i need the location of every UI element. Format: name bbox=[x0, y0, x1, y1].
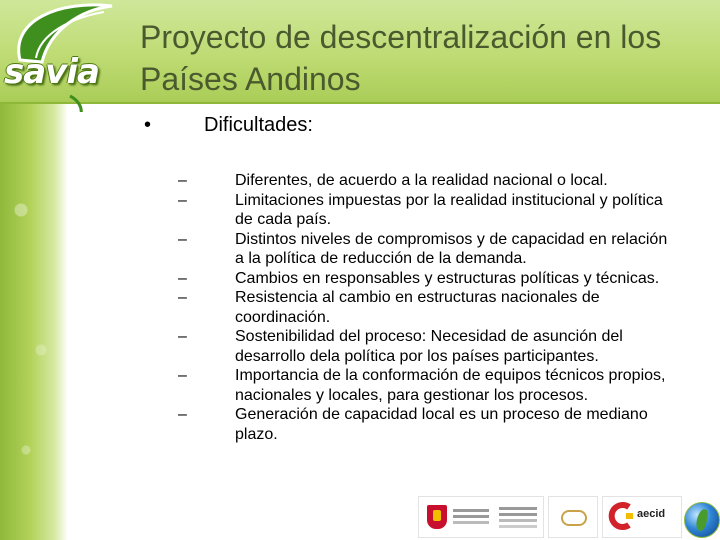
list-item bbox=[178, 230, 678, 269]
difficulties-list bbox=[178, 171, 678, 444]
list-dash: – bbox=[178, 172, 187, 189]
partner-logo bbox=[548, 496, 598, 538]
heading-text: Dificultades: bbox=[204, 114, 313, 136]
list-item-text: Distintos niveles de compromisos y de capacidad en relación a la política de reducción de la demanda. bbox=[235, 230, 668, 267]
list-item bbox=[178, 191, 678, 230]
logo-text: savia bbox=[4, 52, 99, 92]
list-item bbox=[178, 288, 678, 327]
list-item-text: Limitaciones impuestas por la realidad institucional y política de cada país. bbox=[235, 191, 663, 228]
savia-logo bbox=[0, 0, 132, 112]
partner-mark-icon bbox=[561, 510, 587, 526]
coat-of-arms-icon bbox=[427, 505, 447, 529]
list-dash: – bbox=[178, 191, 187, 209]
list-dash: – bbox=[178, 269, 187, 287]
list-item-text: Cambios en responsables y estructuras políticas y técnicas. bbox=[235, 269, 660, 287]
list-dash: – bbox=[178, 230, 187, 248]
footer-logos bbox=[418, 496, 680, 538]
list-dash: – bbox=[178, 367, 187, 384]
list-item bbox=[178, 171, 678, 191]
list-item-text: Sostenibilidad del proceso: Necesidad de asunción del desarrollo dela política por los países participantes. bbox=[235, 328, 623, 365]
spanish-government-logo bbox=[418, 496, 544, 538]
globe-icon bbox=[684, 502, 720, 538]
list-item-text: Importancia de la conformación de equipos técnicos propios, nacionales y locales, para gestionar los procesos. bbox=[235, 367, 666, 404]
list-item bbox=[178, 405, 678, 444]
logo-text-lines bbox=[499, 507, 537, 510]
list-dash: – bbox=[178, 289, 187, 306]
aecid-logo bbox=[602, 496, 682, 538]
list-item bbox=[178, 366, 678, 405]
list-item-text: Generación de capacidad local es un proceso de mediano plazo. bbox=[235, 406, 648, 443]
heading-bullet: • bbox=[144, 114, 152, 136]
logo-text-lines bbox=[453, 509, 489, 512]
list-item bbox=[178, 269, 678, 289]
list-dash: – bbox=[178, 328, 187, 345]
slide-title: Proyecto de descentralización en los Países Andinos bbox=[140, 19, 662, 97]
list-dash: – bbox=[178, 406, 187, 423]
list-item-text: Resistencia al cambio en estructuras nacionales de coordinación. bbox=[235, 289, 600, 326]
aecid-icon bbox=[607, 501, 635, 531]
list-item bbox=[178, 327, 678, 366]
list-item-text: Diferentes, de acuerdo a la realidad nacional o local. bbox=[235, 172, 608, 189]
aecid-label: aecid bbox=[637, 508, 666, 520]
